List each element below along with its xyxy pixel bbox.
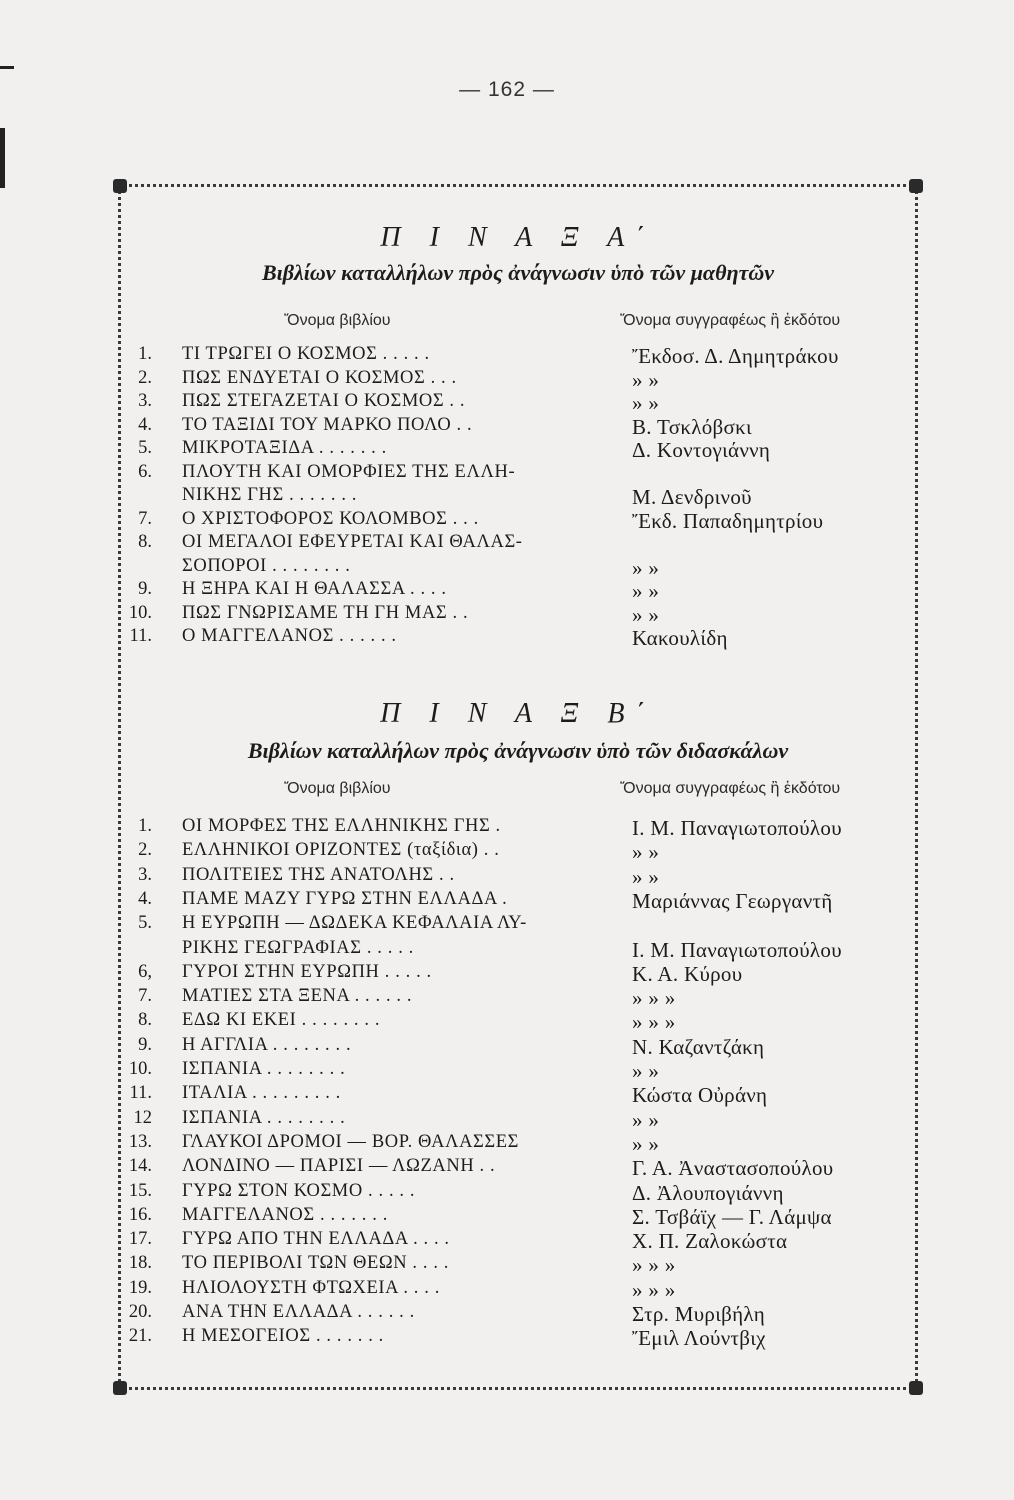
row-number: 15. <box>128 1180 152 1201</box>
table-a-subtitle: Βιβλίων καταλλήλων πρὸς ἀνάγνωσιν ὑπὸ τῶν μαθητῶν <box>261 260 775 285</box>
row-number: 18. <box>128 1253 152 1274</box>
row-number: 11. <box>129 1083 152 1104</box>
corner-ornament-bottom-right <box>909 1381 923 1395</box>
book-author: Ἔμιλ Λούντβιχ <box>632 1326 766 1351</box>
book-author: » » » <box>632 1277 676 1302</box>
row-number: 20. <box>128 1302 152 1322</box>
table-b-title: Π Ι Ν Α Ξ Β΄ <box>380 698 656 729</box>
book-author: Γ. Α. Ἀναστασοπούλου <box>632 1156 834 1181</box>
row-number: 3. <box>138 864 152 885</box>
book-author: » » <box>632 864 660 889</box>
row-number: 2. <box>138 840 152 861</box>
book-title: Ο ΜΑΓΓΕΛΑΝΟΣ . . . . . . <box>182 626 397 646</box>
book-title: ΜΙΚΡΟΤΑΞΙΔΑ . . . . . . . <box>182 438 387 458</box>
table-row <box>118 344 918 367</box>
table-row <box>118 1035 918 1058</box>
book-title: ΗΛΙΟΛΟΥΣΤΗ ΦΤΩΧΕΙΑ . . . . <box>182 1277 440 1298</box>
book-author: » » <box>632 1059 660 1083</box>
page-number: — 162 — <box>459 78 555 101</box>
book-title: ΑΝΑ ΤΗΝ ΕΛΛΑΔΑ . . . . . . <box>182 1302 415 1322</box>
table-row <box>118 1326 918 1349</box>
book-title: ΕΔΩ ΚΙ ΕΚΕΙ . . . . . . . . <box>182 1010 381 1031</box>
table-a-col-author: Ὄνομα συγγραφέως ἢ ἐκδότου <box>620 312 841 329</box>
table-a-col-book: Ὄνομα βιβλίου <box>284 312 391 329</box>
book-author: » » <box>632 579 660 603</box>
table-row <box>118 368 918 391</box>
book-author: » » » <box>632 1010 676 1035</box>
book-title: ΠΛΟΥΤΗ ΚΑΙ ΟΜΟΡΦΙΕΣ ΤΗΣ ΕΛΛΗ- <box>182 461 516 482</box>
row-number: 12 <box>133 1107 152 1128</box>
book-author: » » » <box>632 986 676 1011</box>
book-author: Δ. Κοντογιάννη <box>632 438 771 462</box>
table-row <box>118 462 918 485</box>
book-title: ΓΥΡΟΙ ΣΤΗΝ ΕΥΡΩΠΗ . . . . . <box>182 961 432 982</box>
book-title: ΓΛΑΥΚΟΙ ΔΡΟΜΟΙ — ΒΟΡ. ΘΑΛΑΣΣΕΣ <box>182 1131 520 1152</box>
book-author: Σ. Τσβάϊχ — Γ. Λάμψα <box>632 1204 832 1229</box>
book-title: ΝΙΚΗΣ ΓΗΣ . . . . . . . <box>182 485 358 505</box>
book-author: Ν. Καζαντζάκη <box>632 1034 765 1059</box>
book-author: Κώστα Οὐράνη <box>632 1083 768 1108</box>
row-number: 6. <box>138 461 152 482</box>
row-number: 9. <box>138 579 152 599</box>
book-author: » » <box>632 840 660 865</box>
corner-ornament-top-right <box>909 179 923 193</box>
table-row <box>118 1253 918 1276</box>
table-row <box>118 1156 918 1179</box>
table-row <box>118 1108 918 1131</box>
table-b-subtitle: Βιβλίων καταλλήλων πρὸς ἀνάγνωσιν ὑπὸ τῶν διδασκάλων <box>247 738 789 763</box>
row-number: 13. <box>128 1131 152 1152</box>
book-author: Ἔκδοσ. Δ. Δημητράκου <box>632 344 839 368</box>
book-title: Η ΜΕΣΟΓΕΙΟΣ . . . . . . . <box>182 1326 384 1347</box>
table-row <box>118 1083 918 1106</box>
table-row <box>118 556 918 579</box>
book-author: » » <box>632 367 660 392</box>
table-row <box>118 415 918 438</box>
book-author: Χ. Π. Ζαλοκώστα <box>632 1229 788 1254</box>
table-row <box>118 1010 918 1033</box>
table-b-col-author: Ὄνομα συγγραφέως ἢ ἐκδότου <box>620 780 841 797</box>
row-number: 2. <box>138 367 152 388</box>
book-author: » » <box>632 602 660 627</box>
book-author: Ι. Μ. Παναγιωτοπούλου <box>632 937 842 962</box>
table-row <box>118 438 918 461</box>
table-row <box>118 1205 918 1228</box>
book-title: ΙΣΠΑΝΙΑ . . . . . . . . <box>182 1059 346 1079</box>
book-title: ΠΟΛΙΤΕΙΕΣ ΤΗΣ ΑΝΑΤΟΛΗΣ . . <box>182 864 455 885</box>
table-a-title: Π Ι Ν Α Ξ Α΄ <box>380 222 656 253</box>
table-row <box>118 840 918 863</box>
table-row <box>118 391 918 414</box>
row-number: 4. <box>138 414 152 435</box>
book-title: Η ΕΥΡΩΠΗ — ΔΩΔΕΚΑ ΚΕΦΑΛΑΙΑ ΛΥ- <box>182 913 527 934</box>
table-row <box>118 1302 918 1325</box>
book-title: ΤΙ ΤΡΩΓΕΙ Ο ΚΟΣΜΟΣ . . . . . <box>182 344 430 364</box>
row-number: 1. <box>138 816 152 836</box>
table-frame <box>118 184 918 1390</box>
book-author: Στρ. Μυριβήλη <box>632 1302 766 1326</box>
row-number: 21. <box>128 1326 152 1347</box>
table-row <box>118 913 918 936</box>
book-title: ΙΤΑΛΙΑ . . . . . . . . . <box>182 1083 341 1104</box>
book-title: ΣΟΠΟΡΟΙ . . . . . . . . <box>182 555 351 576</box>
row-number: 5. <box>138 913 152 934</box>
row-number: 9. <box>138 1034 152 1055</box>
book-author: » » <box>632 1107 660 1132</box>
book-title: ΜΑΤΙΕΣ ΣΤΑ ΞΕΝΑ . . . . . . <box>182 986 413 1007</box>
book-title: ΤΟ ΤΑΞΙΔΙ ΤΟΥ ΜΑΡΚΟ ΠΟΛΟ . . <box>182 414 473 435</box>
table-row <box>118 986 918 1009</box>
table-row <box>118 579 918 602</box>
book-author: Β. Τσκλόβσκι <box>632 414 752 439</box>
book-author: Ἔκδ. Παπαδημητρίου <box>632 508 824 533</box>
row-number: 6, <box>138 961 152 982</box>
table-row <box>118 532 918 555</box>
book-author: Μαριάννας Γεωργαντῆ <box>632 888 833 913</box>
book-author: Μ. Δενδρινοῦ <box>632 485 752 509</box>
book-title: ΛΟΝΔΙΝΟ — ΠΑΡΙΣΙ — ΛΩΖΑΝΗ . . <box>182 1156 496 1177</box>
table-row <box>118 1181 918 1204</box>
book-title: Η ΞΗΡΑ ΚΑΙ Η ΘΑΛΑΣΣΑ . . . . <box>182 579 447 599</box>
book-title: Ο ΧΡΙΣΤΟΦΟΡΟΣ ΚΟΛΟΜΒΟΣ . . . <box>182 508 479 529</box>
book-title: ΕΛΛΗΝΙΚΟΙ ΟΡΙΖΟΝΤΕΣ (ταξίδια) . . <box>182 840 500 861</box>
row-number: 17. <box>128 1229 152 1250</box>
book-title: ΠΩΣ ΣΤΕΓΑΖΕΤΑΙ Ο ΚΟΣΜΟΣ . . <box>182 391 466 411</box>
row-number: 4. <box>138 888 152 909</box>
book-title: ΠΩΣ ΕΝΔΥΕΤΑΙ Ο ΚΟΣΜΟΣ . . . <box>182 367 457 388</box>
book-title: ΡΙΚΗΣ ΓΕΩΓΡΑΦΙΑΣ . . . . . <box>182 937 414 958</box>
table-row <box>118 603 918 626</box>
book-title: ΠΑΜΕ ΜΑΖΥ ΓΥΡΩ ΣΤΗΝ ΕΛΛΑΔΑ . <box>182 888 508 909</box>
book-author: Ι. Μ. Παναγιωτοπούλου <box>632 816 842 840</box>
row-number: 10. <box>128 602 152 623</box>
row-number: 7. <box>138 986 152 1007</box>
book-author: Δ. Ἀλουπογιάννη <box>632 1180 784 1205</box>
book-title: Η ΑΓΓΛΙΑ . . . . . . . . <box>182 1034 352 1055</box>
table-row <box>118 1059 918 1082</box>
corner-ornament-top-left <box>113 179 127 193</box>
book-title: ΟΙ ΜΟΡΦΕΣ ΤΗΣ ΕΛΛΗΝΙΚΗΣ ΓΗΣ . <box>182 816 501 836</box>
table-row <box>118 816 918 839</box>
book-title: ΤΟ ΠΕΡΙΒΟΛΙ ΤΩΝ ΘΕΩΝ . . . . <box>182 1253 450 1274</box>
row-number: 8. <box>138 532 152 552</box>
book-title: ΓΥΡΩ ΑΠΟ ΤΗΝ ΕΛΛΑΔΑ . . . . <box>182 1229 450 1250</box>
book-author: » » <box>632 391 660 415</box>
row-number: 8. <box>138 1010 152 1031</box>
table-row <box>118 485 918 508</box>
scan-binding-mark <box>0 128 5 188</box>
row-number: 10. <box>128 1059 152 1079</box>
table-row <box>118 1132 918 1155</box>
book-author: Κακουλίδη <box>632 626 728 650</box>
row-number: 16. <box>128 1204 152 1225</box>
book-author: Κ. Α. Κύρου <box>632 961 743 986</box>
table-row <box>118 938 918 961</box>
book-title: ΜΑΓΓΕΛΑΝΟΣ . . . . . . . <box>182 1204 388 1225</box>
table-row <box>118 626 918 649</box>
row-number: 7. <box>138 508 152 529</box>
row-number: 5. <box>138 438 152 458</box>
row-number: 11. <box>129 626 152 646</box>
book-title: ΓΥΡΩ ΣΤΟΝ ΚΟΣΜΟ . . . . . <box>182 1180 416 1201</box>
book-title: ΙΣΠΑΝΙΑ . . . . . . . . <box>182 1107 346 1128</box>
row-number: 1. <box>138 344 152 364</box>
book-title: ΠΩΣ ΓΝΩΡΙΣΑΜΕ ΤΗ ΓΗ ΜΑΣ . . <box>182 602 469 623</box>
book-author: » » » <box>632 1253 676 1278</box>
table-row <box>118 865 918 888</box>
table-row <box>118 1229 918 1252</box>
row-number: 19. <box>128 1277 152 1298</box>
table-row <box>118 889 918 912</box>
table-b-col-book: Ὄνομα βιβλίου <box>284 780 391 797</box>
book-author: » » <box>632 555 660 580</box>
corner-ornament-bottom-left <box>113 1381 127 1395</box>
book-title: ΟΙ ΜΕΓΑΛΟΙ ΕΦΕΥΡΕΤΑΙ ΚΑΙ ΘΑΛΑΣ- <box>182 532 523 552</box>
table-row <box>118 509 918 532</box>
book-author: » » <box>632 1131 660 1156</box>
row-number: 14. <box>128 1156 152 1177</box>
scan-margin-mark <box>0 66 14 69</box>
table-row <box>118 1278 918 1301</box>
table-row <box>118 962 918 985</box>
row-number: 3. <box>138 391 152 411</box>
